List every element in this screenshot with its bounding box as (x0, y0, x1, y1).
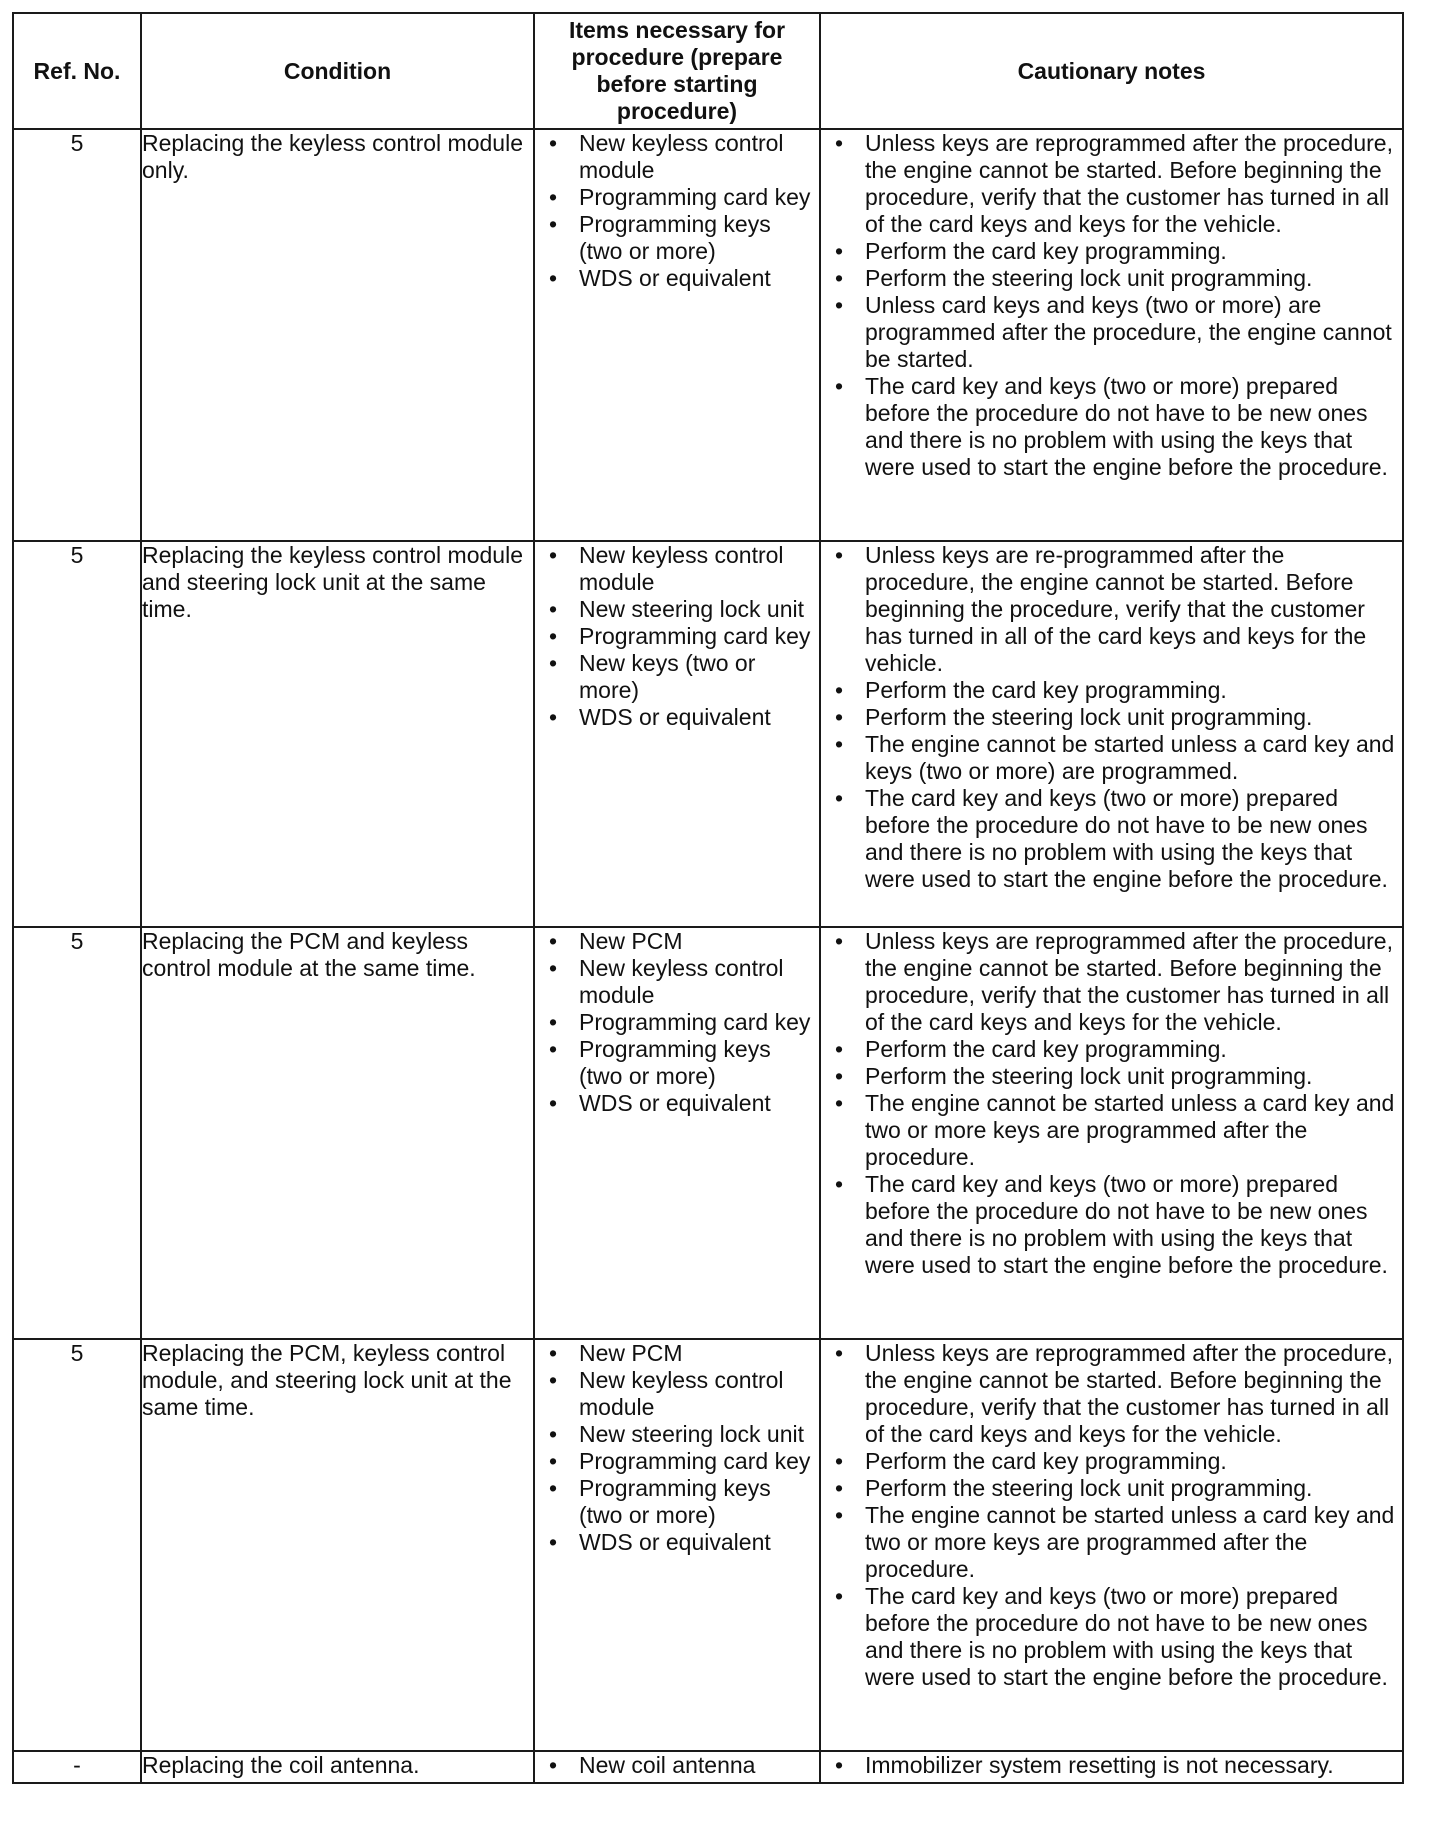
bullet-icon: • (835, 1475, 844, 1501)
note-entry (821, 928, 1402, 1036)
notes-cell-list (821, 1752, 1402, 1779)
item-entry (535, 211, 819, 265)
note-entry (821, 731, 1402, 785)
header-row (13, 13, 1403, 129)
item-entry (535, 1090, 819, 1117)
bullet-icon: • (549, 1009, 558, 1035)
condition-cell: Replacing the PCM, keyless control module, and steering lock unit at the same time. (141, 1339, 534, 1751)
item-entry-text: Programming card key (579, 184, 811, 210)
note-entry (821, 1752, 1402, 1779)
ref-no-cell: 5 (13, 129, 141, 541)
item-entry (535, 1036, 819, 1090)
item-entry-text: New steering lock unit (579, 1421, 804, 1447)
header-items-necessary: Items necessary for procedure (prepare before starting procedure) (534, 13, 820, 129)
item-entry-text: Programming card key (579, 623, 811, 649)
bullet-icon: • (835, 731, 844, 757)
note-entry (821, 238, 1402, 265)
item-entry (535, 1340, 819, 1367)
bullet-icon: • (835, 785, 844, 811)
note-entry (821, 785, 1402, 893)
note-entry (821, 265, 1402, 292)
note-entry (821, 130, 1402, 238)
note-entry (821, 1063, 1402, 1090)
item-entry (535, 650, 819, 704)
items-cell (534, 1339, 820, 1751)
note-entry (821, 292, 1402, 373)
note-entry-text: The card key and keys (two or more) prepared before the procedure do not have to be new ones and there is no problem with using the keys that were used to start the engine before the procedure. (865, 785, 1388, 892)
bullet-icon: • (549, 184, 558, 210)
note-entry (821, 677, 1402, 704)
note-entry-text: The card key and keys (two or more) prepared before the procedure do not have to be new ones and there is no problem with using the keys that were used to start the engine before the procedure. (865, 373, 1388, 480)
item-entry-text: WDS or equivalent (579, 704, 771, 730)
note-entry (821, 1036, 1402, 1063)
bullet-icon: • (549, 130, 558, 156)
item-entry-text: WDS or equivalent (579, 1529, 771, 1555)
note-entry-text: The engine cannot be started unless a card key and keys (two or more) are programmed. (865, 731, 1395, 784)
note-entry-text: Unless card keys and keys (two or more) are programmed after the procedure, the engine cannot be started. (865, 292, 1392, 372)
ref-no-cell: 5 (13, 927, 141, 1339)
bullet-icon: • (835, 265, 844, 291)
note-entry-text: Unless keys are reprogrammed after the procedure, the engine cannot be started. Before beginning the procedure, verify that the customer has turned in all of the card keys and keys for the vehicle. (865, 130, 1393, 237)
notes-cell (820, 1751, 1403, 1783)
bullet-icon: • (835, 677, 844, 703)
notes-cell-list (821, 130, 1402, 481)
procedure-table (12, 12, 1404, 1784)
header-condition: Condition (141, 13, 534, 129)
notes-cell (820, 129, 1403, 541)
notes-cell-list (821, 928, 1402, 1279)
bullet-icon: • (549, 1036, 558, 1062)
condition-cell: Replacing the keyless control module only. (141, 129, 534, 541)
item-entry (535, 1475, 819, 1529)
bullet-icon: • (835, 1036, 844, 1062)
item-entry-text: WDS or equivalent (579, 265, 771, 291)
note-entry-text: Perform the card key programming. (865, 1036, 1227, 1062)
items-cell-list (535, 542, 819, 731)
note-entry (821, 373, 1402, 481)
item-entry-text: Programming card key (579, 1009, 811, 1035)
note-entry-text: Perform the card key programming. (865, 238, 1227, 264)
item-entry (535, 1529, 819, 1556)
note-entry-text: The card key and keys (two or more) prepared before the procedure do not have to be new ones and there is no problem with using the keys that were used to start the engine before the procedure. (865, 1583, 1388, 1690)
item-entry (535, 130, 819, 184)
condition-cell: Replacing the keyless control module and steering lock unit at the same time. (141, 541, 534, 927)
note-entry-text: Unless keys are reprogrammed after the procedure, the engine cannot be started. Before beginning the procedure, verify that the customer has turned in all of the card keys and keys for the vehicle. (865, 928, 1393, 1035)
note-entry (821, 1502, 1402, 1583)
bullet-icon: • (549, 1367, 558, 1393)
table-row (13, 927, 1403, 1339)
item-entry (535, 1009, 819, 1036)
table-row (13, 541, 1403, 927)
bullet-icon: • (549, 704, 558, 730)
item-entry-text: Programming keys (two or more) (579, 1036, 771, 1089)
table-row (13, 1339, 1403, 1751)
table-row (13, 129, 1403, 541)
bullet-icon: • (835, 928, 844, 954)
notes-cell-list (821, 542, 1402, 893)
note-entry-text: Perform the steering lock unit programming. (865, 704, 1313, 730)
item-entry-text: Programming keys (two or more) (579, 211, 771, 264)
items-cell-list (535, 130, 819, 292)
notes-cell-list (821, 1340, 1402, 1691)
bullet-icon: • (549, 1529, 558, 1555)
item-entry (535, 928, 819, 955)
table-row (13, 1751, 1403, 1783)
item-entry-text: New PCM (579, 1340, 683, 1366)
items-cell (534, 541, 820, 927)
note-entry (821, 704, 1402, 731)
item-entry-text: New keyless control module (579, 1367, 784, 1420)
document-page (12, 12, 1402, 1784)
bullet-icon: • (549, 1090, 558, 1116)
note-entry (821, 1171, 1402, 1279)
bullet-icon: • (549, 1448, 558, 1474)
items-cell-list (535, 1340, 819, 1556)
bullet-icon: • (835, 238, 844, 264)
bullet-icon: • (549, 1752, 558, 1778)
item-entry-text: New keys (two or more) (579, 650, 756, 703)
item-entry (535, 265, 819, 292)
items-cell (534, 129, 820, 541)
note-entry (821, 1475, 1402, 1502)
notes-cell (820, 541, 1403, 927)
note-entry-text: The engine cannot be started unless a card key and two or more keys are programmed after the procedure. (865, 1090, 1395, 1170)
bullet-icon: • (835, 1583, 844, 1609)
note-entry-text: Perform the steering lock unit programming. (865, 1475, 1313, 1501)
bullet-icon: • (549, 211, 558, 237)
note-entry-text: The card key and keys (two or more) prepared before the procedure do not have to be new ones and there is no problem with using the keys that were used to start the engine before the procedure. (865, 1171, 1388, 1278)
note-entry-text: Immobilizer system resetting is not necessary. (865, 1752, 1334, 1778)
notes-cell (820, 927, 1403, 1339)
item-entry (535, 184, 819, 211)
note-entry (821, 542, 1402, 677)
bullet-icon: • (549, 650, 558, 676)
item-entry (535, 1448, 819, 1475)
items-cell (534, 927, 820, 1339)
item-entry-text: Programming keys (two or more) (579, 1475, 771, 1528)
ref-no-cell: 5 (13, 1339, 141, 1751)
note-entry-text: Unless keys are reprogrammed after the procedure, the engine cannot be started. Before beginning the procedure, verify that the customer has turned in all of the card keys and keys for the vehicle. (865, 1340, 1393, 1447)
item-entry-text: New coil antenna (579, 1752, 756, 1778)
item-entry-text: New steering lock unit (579, 596, 804, 622)
item-entry (535, 955, 819, 1009)
item-entry-text: WDS or equivalent (579, 1090, 771, 1116)
item-entry-text: New keyless control module (579, 130, 784, 183)
item-entry (535, 704, 819, 731)
bullet-icon: • (835, 292, 844, 318)
item-entry-text: New PCM (579, 928, 683, 954)
bullet-icon: • (835, 1171, 844, 1197)
condition-cell: Replacing the coil antenna. (141, 1751, 534, 1783)
bullet-icon: • (835, 1090, 844, 1116)
bullet-icon: • (549, 623, 558, 649)
bullet-icon: • (549, 265, 558, 291)
bullet-icon: • (835, 130, 844, 156)
item-entry-text: New keyless control module (579, 542, 784, 595)
note-entry-text: Perform the steering lock unit programming. (865, 1063, 1313, 1089)
notes-cell (820, 1339, 1403, 1751)
note-entry (821, 1090, 1402, 1171)
condition-cell: Replacing the PCM and keyless control module at the same time. (141, 927, 534, 1339)
note-entry-text: Perform the steering lock unit programming. (865, 265, 1313, 291)
items-cell (534, 1751, 820, 1783)
bullet-icon: • (835, 373, 844, 399)
ref-no-cell: - (13, 1751, 141, 1783)
note-entry-text: Unless keys are re-programmed after the procedure, the engine cannot be started. Before beginning the procedure, verify that the customer has turned in all of the card keys and keys for the vehicle. (865, 542, 1367, 676)
bullet-icon: • (549, 596, 558, 622)
items-cell-list (535, 928, 819, 1117)
bullet-icon: • (835, 704, 844, 730)
bullet-icon: • (549, 928, 558, 954)
ref-no-cell: 5 (13, 541, 141, 927)
item-entry (535, 542, 819, 596)
bullet-icon: • (835, 1448, 844, 1474)
bullet-icon: • (549, 1340, 558, 1366)
bullet-icon: • (549, 1421, 558, 1447)
bullet-icon: • (835, 1340, 844, 1366)
bullet-icon: • (549, 1475, 558, 1501)
note-entry (821, 1583, 1402, 1691)
item-entry-text: New keyless control module (579, 955, 784, 1008)
item-entry (535, 1752, 819, 1779)
bullet-icon: • (835, 542, 844, 568)
item-entry (535, 596, 819, 623)
items-cell-list (535, 1752, 819, 1779)
header-cautionary-notes: Cautionary notes (820, 13, 1403, 129)
item-entry (535, 1421, 819, 1448)
bullet-icon: • (549, 955, 558, 981)
table-body (13, 129, 1403, 1783)
item-entry (535, 623, 819, 650)
note-entry-text: Perform the card key programming. (865, 1448, 1227, 1474)
item-entry (535, 1367, 819, 1421)
header-ref-no: Ref. No. (13, 13, 141, 129)
bullet-icon: • (835, 1752, 844, 1778)
note-entry (821, 1448, 1402, 1475)
note-entry (821, 1340, 1402, 1448)
item-entry-text: Programming card key (579, 1448, 811, 1474)
bullet-icon: • (549, 542, 558, 568)
bullet-icon: • (835, 1502, 844, 1528)
note-entry-text: The engine cannot be started unless a card key and two or more keys are programmed after the procedure. (865, 1502, 1395, 1582)
bullet-icon: • (835, 1063, 844, 1089)
note-entry-text: Perform the card key programming. (865, 677, 1227, 703)
